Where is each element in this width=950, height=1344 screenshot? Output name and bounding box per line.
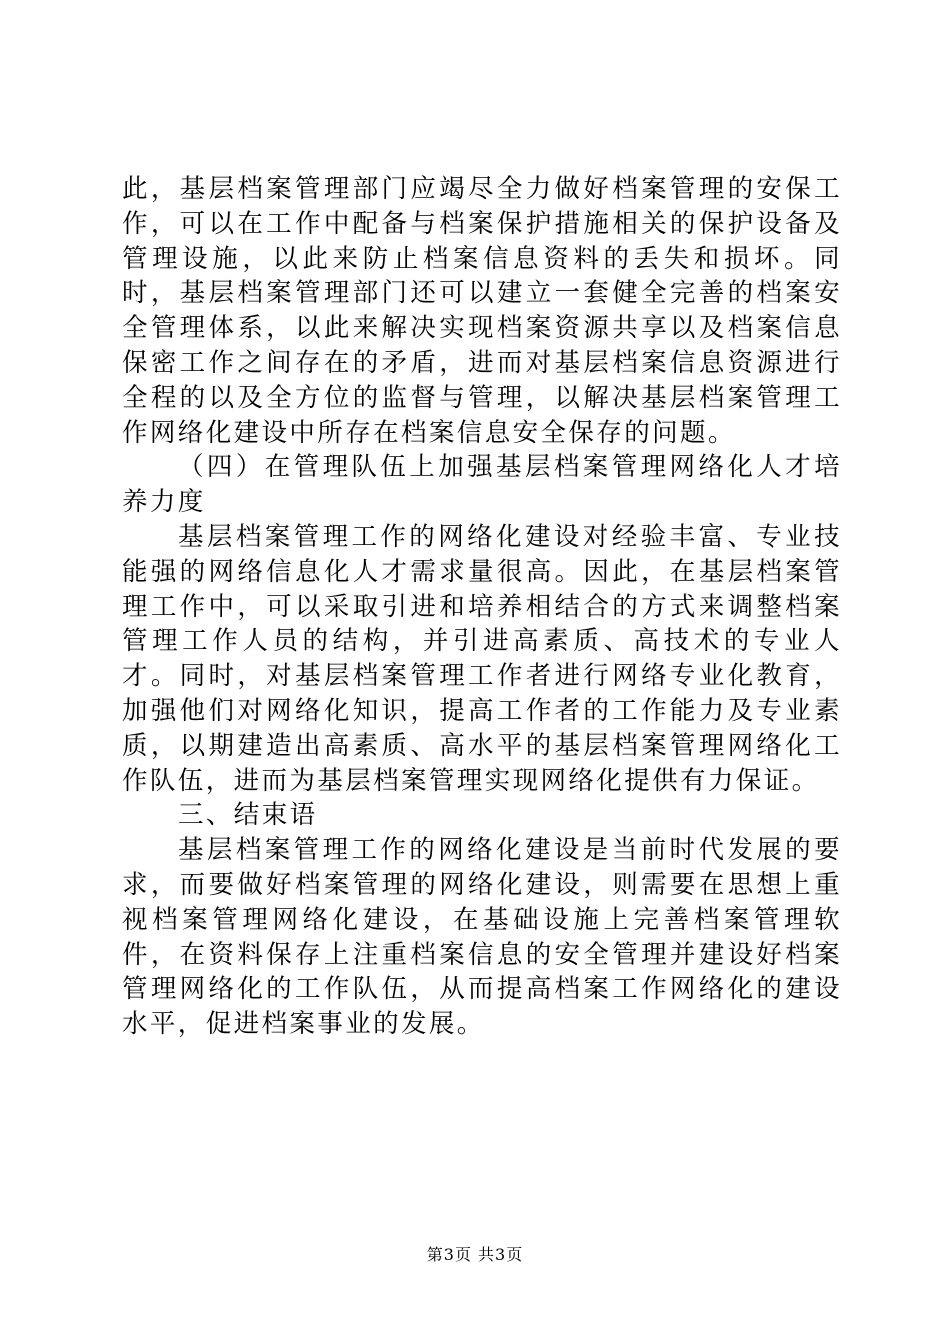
paragraph-conclusion: 基层档案管理工作的网络化建设是当前时代发展的要求，而要做好档案管理的网络化建设，则需要在思想上重视档案管理网络化建设，在基础设施上完善档案管理软件，在资料保存上注重档案信息的安全管理并建设好档案管理网络化的工作队伍，从而提高档案工作网络化的建设水平，促进档案事业的发展。 [122, 835, 842, 1040]
section-heading-talent-training: （四）在管理队伍上加强基层档案管理网络化人才培养力度 [122, 452, 842, 518]
paragraph-security-continued: 此，基层档案管理部门应竭尽全力做好档案管理的安保工作，可以在工作中配备与档案保护措施相关的保护设备及管理设施，以此来防止档案信息资料的丢失和损坏。同时，基层档案管理部门还可以建立一套健全完善的档案安全管理体系，以此来解决实现档案资源共享以及档案信息保密工作之间存在的矛盾，进而对基层档案信息资源进行全程的以及全方位的监督与管理，以解决基层档案管理工作网络化建设中所存在档案信息安全保存的问题。 [122, 174, 842, 448]
document-body [122, 172, 842, 1042]
page-number-footer: 第3页 共3页 [426, 1245, 524, 1264]
paragraph-talent-training: 基层档案管理工作的网络化建设对经验丰富、专业技能强的网络信息化人才需求量很高。因此，在基层档案管理工作中，可以采取引进和培养相结合的方式来调整档案管理工作人员的结构，并引进高素质、高技术的专业人才。同时，对基层档案管理工作者进行网络专业化教育，加强他们对网络化知识，提高工作者的工作能力及专业素质，以期建造出高素质、高水平的基层档案管理网络化工作队伍，进而为基层档案管理实现网络化提供有力保证。 [122, 521, 842, 796]
section-heading-conclusion: 三、结束语 [178, 800, 318, 831]
